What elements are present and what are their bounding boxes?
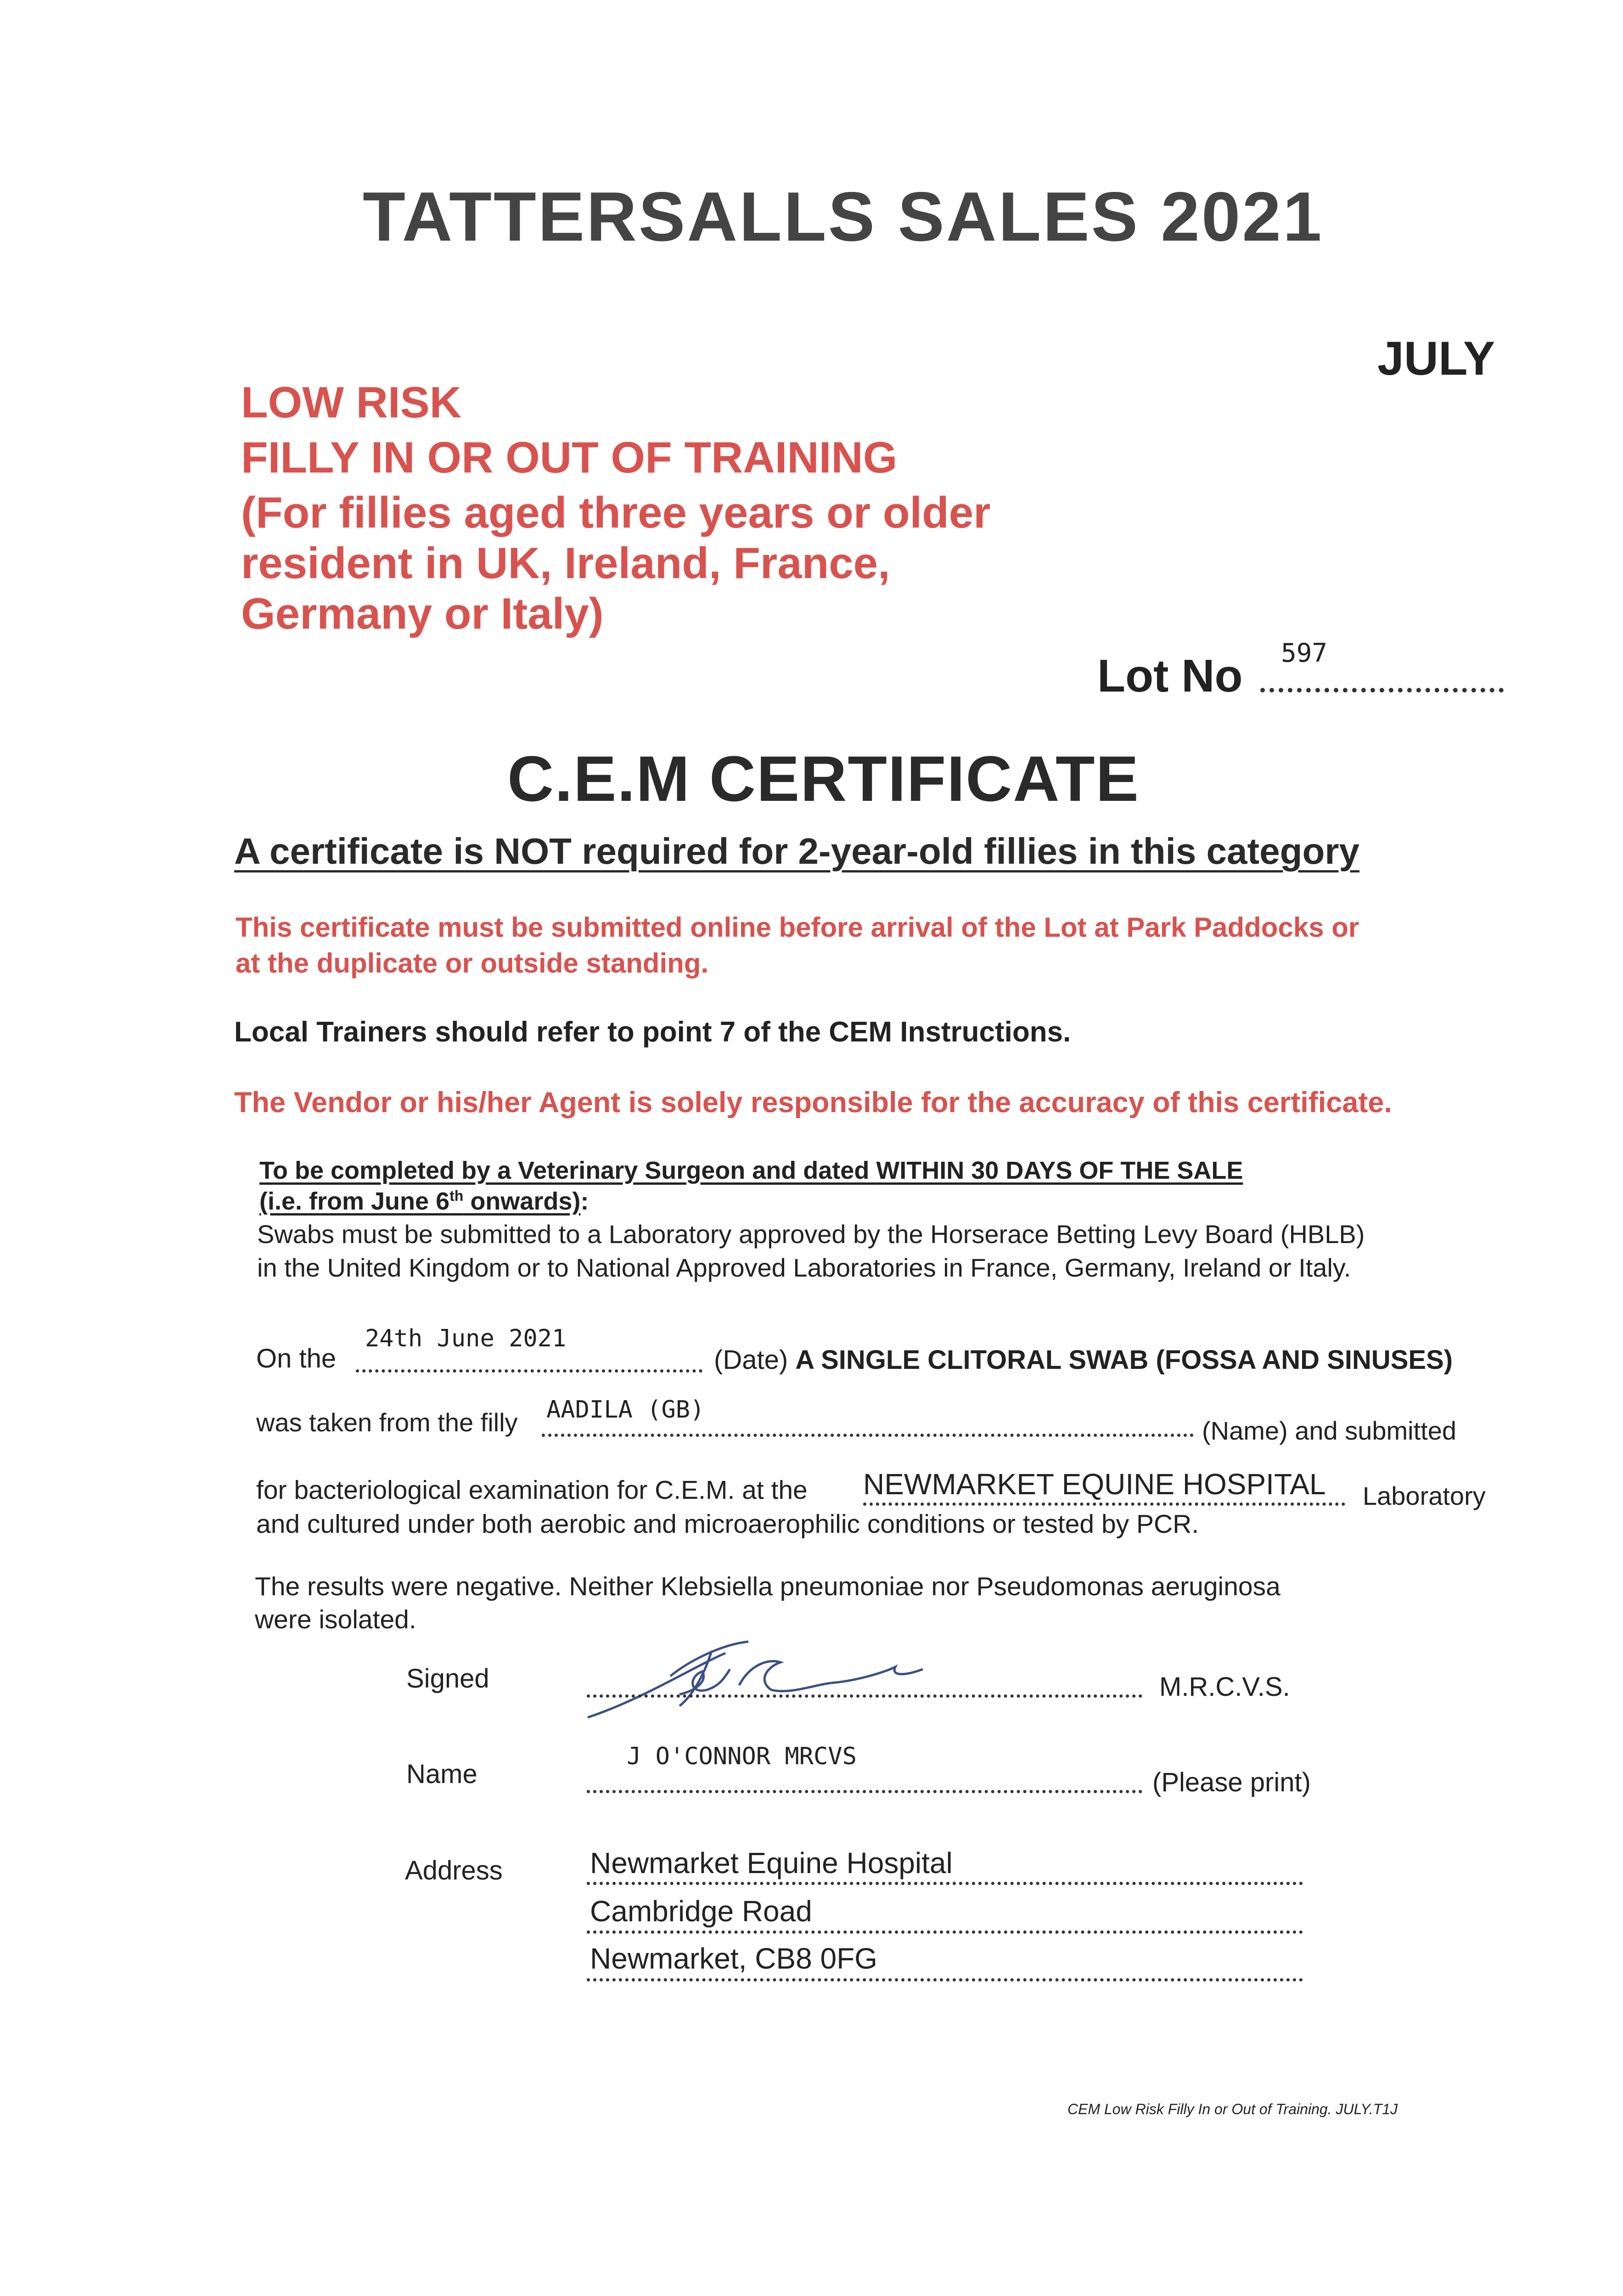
submission-notice: This certificate must be submitted online before arrival of the Lot at Park Paddocks or xyxy=(236,912,1359,943)
date-range-text: (i.e. from June 6 xyxy=(259,1187,450,1215)
category-line: LOW RISK xyxy=(241,378,461,427)
date-field[interactable]: 24th June 2021 xyxy=(365,1325,567,1352)
date-suffix-label: (Date) xyxy=(714,1345,796,1375)
lab-dotted-line xyxy=(863,1503,1345,1506)
category-line: resident in UK, Ireland, France, xyxy=(241,539,890,588)
address-dotted-line xyxy=(587,1978,1303,1981)
swab-description: A SINGLE CLITORAL SWAB (FOSSA AND SINUSES) xyxy=(795,1345,1453,1375)
filly-name-field[interactable]: AADILA (GB) xyxy=(546,1396,705,1424)
lot-number: 597 xyxy=(1281,638,1328,668)
laboratory-field[interactable]: NEWMARKET EQUINE HOSPITAL xyxy=(863,1468,1326,1501)
address-dotted-line xyxy=(587,1882,1303,1885)
address-line[interactable]: Newmarket Equine Hospital xyxy=(590,1846,953,1880)
address-label: Address xyxy=(405,1856,503,1885)
certificate-title: C.E.M CERTIFICATE xyxy=(507,743,1140,815)
date-dotted-line xyxy=(356,1369,702,1373)
category-line: FILLY IN OR OUT OF TRAINING xyxy=(241,433,898,482)
footer-reference: CEM Low Risk Filly In or Out of Training. JULY.T1J xyxy=(1067,2101,1398,2117)
sale-month: JULY xyxy=(1377,332,1495,385)
certificate-subtitle: A certificate is NOT required for 2-year-old fillies in this category xyxy=(234,831,1360,872)
vet-name-field[interactable]: J O'CONNOR MRCVS xyxy=(627,1743,857,1770)
name-label: Name xyxy=(406,1759,477,1789)
vet-signature xyxy=(574,1626,950,1736)
page-title: TATTERSALLS SALES 2021 xyxy=(363,178,1324,256)
on-the-label: On the xyxy=(256,1344,337,1373)
instructions-heading-text: To be completed by a Veterinary Surgeon and dated xyxy=(259,1157,876,1184)
signature-dotted-line xyxy=(587,1694,1142,1698)
address-dotted-line xyxy=(587,1930,1303,1934)
date-range-end: onwards) xyxy=(463,1187,581,1215)
name-suffix: (Name) and submitted xyxy=(1202,1416,1457,1445)
instructions-body: Swabs must be submitted to a Laboratory approved by the Horserace Betting Levy Board (HBLB) xyxy=(257,1220,1365,1249)
address-line[interactable]: Cambridge Road xyxy=(590,1895,812,1928)
date-suffix xyxy=(714,1345,1453,1375)
instructions-deadline: WITHIN 30 DAYS OF THE SALE xyxy=(876,1157,1243,1184)
vendor-notice: The Vendor or his/her Agent is solely responsible for the accuracy of this certificate. xyxy=(234,1086,1392,1119)
taken-from-label: was taken from the filly xyxy=(256,1408,518,1437)
exam-prefix: for bacteriological examination for C.E.M. at the xyxy=(256,1475,808,1505)
instructions-body: in the United Kingdom or to National Approved Laboratories in France, Germany, Ireland or Italy. xyxy=(257,1253,1351,1282)
lot-dotted-line xyxy=(1260,688,1504,692)
submission-notice: at the duplicate or outside standing. xyxy=(236,948,709,979)
local-trainers-note: Local Trainers should refer to point 7 of the CEM Instructions. xyxy=(234,1016,1071,1048)
results-line: were isolated. xyxy=(255,1605,416,1634)
category-line: (For fillies aged three years or older xyxy=(241,488,991,537)
signed-label: Signed xyxy=(406,1664,489,1694)
filly-dotted-line xyxy=(542,1434,1194,1437)
lab-suffix: Laboratory xyxy=(1363,1481,1486,1510)
date-range-sup: th xyxy=(449,1187,464,1204)
please-print-label: (Please print) xyxy=(1152,1767,1311,1797)
cultured-line: and cultured under both aerobic and microaerophilic conditions or tested by PCR. xyxy=(256,1509,1199,1539)
mrcvs-label: M.R.C.V.S. xyxy=(1159,1672,1290,1702)
name-dotted-line xyxy=(587,1790,1142,1793)
instructions-date-range xyxy=(259,1187,589,1216)
lot-label: Lot No xyxy=(1097,650,1243,702)
category-line: Germany or Italy) xyxy=(241,589,604,638)
address-line[interactable]: Newmarket, CB8 0FG xyxy=(590,1942,877,1975)
date-range-colon: : xyxy=(580,1187,589,1215)
instructions-heading xyxy=(259,1156,1243,1185)
results-line: The results were negative. Neither Klebsiella pneumoniae nor Pseudomonas aeruginosa xyxy=(255,1572,1280,1601)
